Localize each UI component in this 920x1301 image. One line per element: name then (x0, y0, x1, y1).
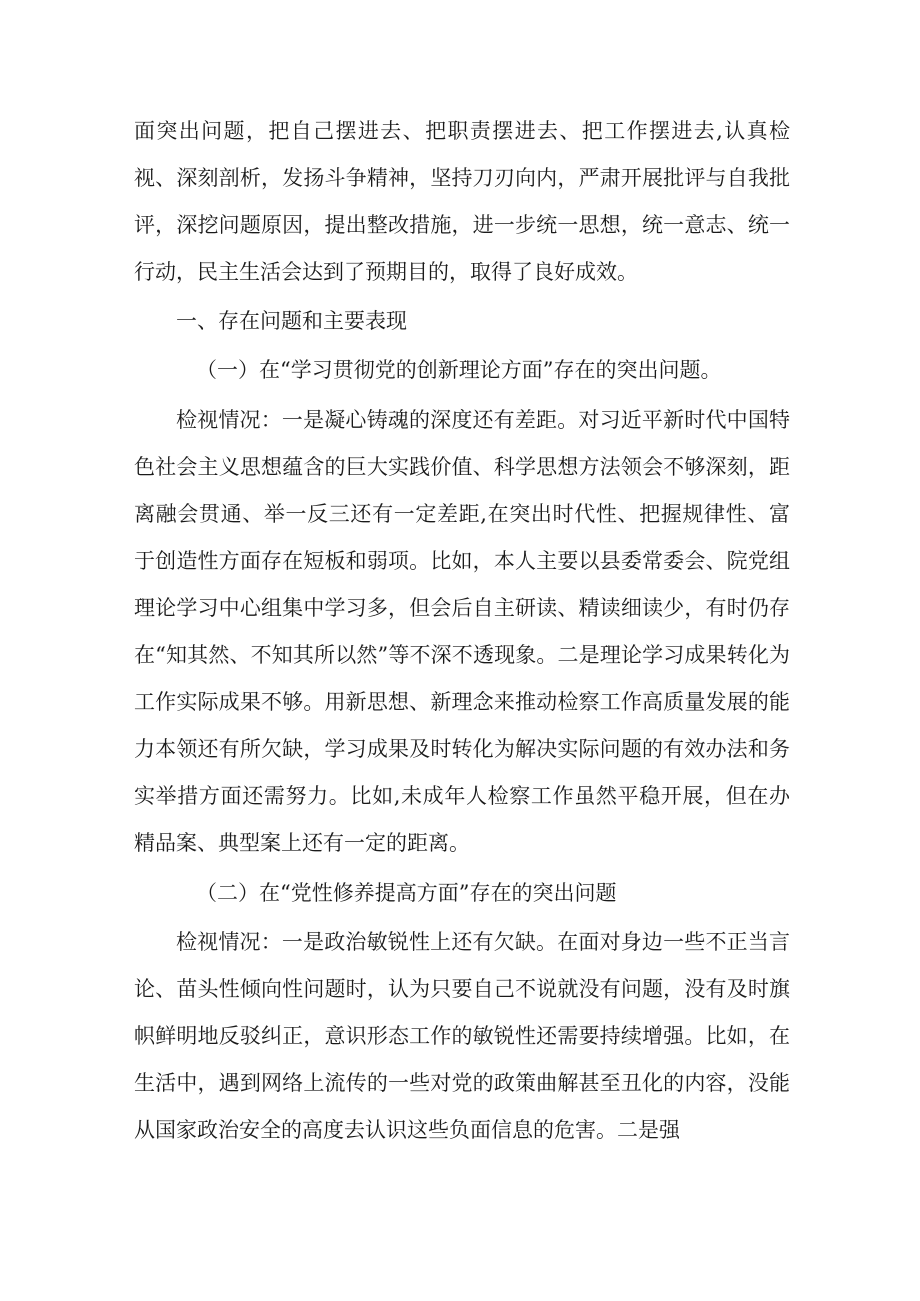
subsection-heading-2: （二）在“党性修养提高方面”存在的突出问题 (196, 880, 617, 905)
document-body (134, 108, 790, 1154)
paragraph-continuation: 面突出问题，把自己摆进去、把职责摆进去、把工作摆进去,认真检视、深刻剖析，发扬斗争精神，坚持刀刃向内，严肃开展批评与自我批评，深挖问题原因，提出整改措施，进一步统一思想，统一意志、统一行动，民主生活会达到了预期目的，取得了良好成效。 (134, 119, 790, 285)
subsection-heading-1: （一）在“学习贯彻党的创新理论方面”存在的突出问题。 (196, 358, 722, 383)
paragraph-review-1: 检视情况：一是凝心铸魂的深度还有差距。对习近平新时代中国特色社会主义思想蕴含的巨大实践价值、科学思想方法领会不够深刻，距离融会贯通、举一反三还有一定差距,在突出时代性、把握规律性、富于创造性方面存在短板和弱项。比如，本人主要以县委常委会、院党组理论学习中心组集中学习多，但会后自主研读、精读细读少，有时仍存在“知其然、不知其所以然”等不深不透现象。二是理论学习成果转化为工作实际成果不够。用新思想、新理念来推动检察工作高质量发展的能力本领还有所欠缺，学习成果及时转化为解决实际问题的有效办法和务实举措方面还需努力。比如,未成年人检察工作虽然平稳开展，但在办精品案、典型案上还有一定的距离。 (134, 407, 790, 856)
section-heading-1: 一、存在问题和主要表现 (176, 309, 407, 334)
paragraph-review-2: 检视情况：一是政治敏锐性上还有欠缺。在面对身边一些不正当言论、苗头性倾向性问题时，认为只要自己不说就没有问题，没有及时旗帜鲜明地反驳纠正，意识形态工作的敏锐性还需要持续增强。比如，在生活中，遇到网络上流传的一些对党的政策曲解甚至丑化的内容，没能从国家政治安全的高度去认识这些负面信息的危害。二是强 (134, 929, 790, 1142)
